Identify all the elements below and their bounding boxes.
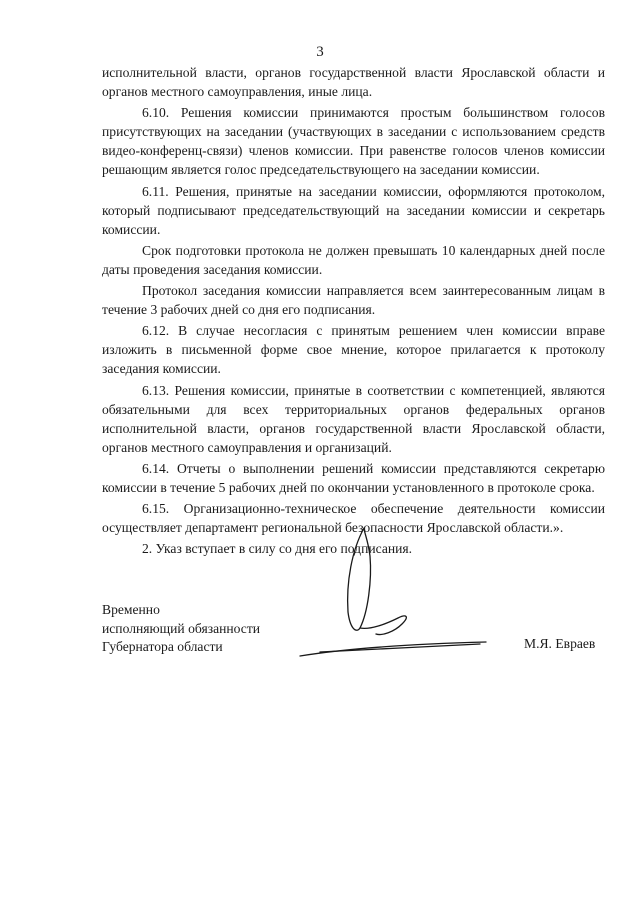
paragraph-6-13: 6.13. Решения комиссии, принятые в соответствии с компетенцией, являются обязательными для всех территориальных органов федеральных органов исполнительной власти, органов государственной власти Ярославской области, органов местного самоуправления и организаций. — [102, 382, 605, 455]
signatory-title-line: Губернатора области — [102, 639, 223, 654]
paragraph-6-11: 6.11. Решения, принятые на заседании комиссии, оформляются протоколом, который подписывают председательствующий на заседании комиссии и секретарь комиссии. — [102, 183, 605, 237]
document-body — [102, 63, 605, 560]
paragraph-6-15: 6.15. Организационно-техническое обеспечение деятельности комиссии осуществляет департамент региональной безопасности Ярославской области.». — [102, 501, 605, 536]
signatory-title — [102, 601, 282, 657]
paragraph-6-10: 6.10. Решения комиссии принимаются простым большинством голосов присутствующих на заседании (участвующих в заседании с использованием средств видео-конференц-связи) членов комиссии. При равенстве голосов членов комиссии решающим является голос председательствующего на заседании комиссии. — [102, 105, 605, 178]
paragraph-continuation: исполнительной власти, органов государственной власти Ярославской области и органов местного самоуправления, иные лица. — [102, 65, 605, 100]
paragraph-6-14: 6.14. Отчеты о выполнении решений комиссии представляются секретарю комиссии в течение 5 рабочих дней по окончании установленного в протоколе срока. — [102, 460, 605, 495]
signatory-name: М.Я. Евраев — [524, 636, 596, 651]
paragraph-6-12: 6.12. В случае несогласия с принятым решением член комиссии вправе изложить в письменной форме свое мнение, которое прилагается к протоколу заседания комиссии. — [102, 323, 605, 377]
page-number: 3 — [316, 44, 324, 60]
signatory-title-line: исполняющий обязанности — [102, 620, 261, 636]
paragraph-protocol-deadline: Срок подготовки протокола не должен превышать 10 календарных дней после даты проведения заседания комиссии. — [102, 242, 605, 277]
paragraph-decree-effective: 2. Указ вступает в силу со дня его подписания. — [142, 541, 413, 557]
paragraph-protocol-distribution: Протокол заседания комиссии направляется всем заинтересованным лицам в течение 3 рабочих дней со дня его подписания. — [102, 283, 605, 318]
handwritten-signature — [290, 520, 490, 670]
signatory-title-line: Временно — [102, 602, 160, 617]
